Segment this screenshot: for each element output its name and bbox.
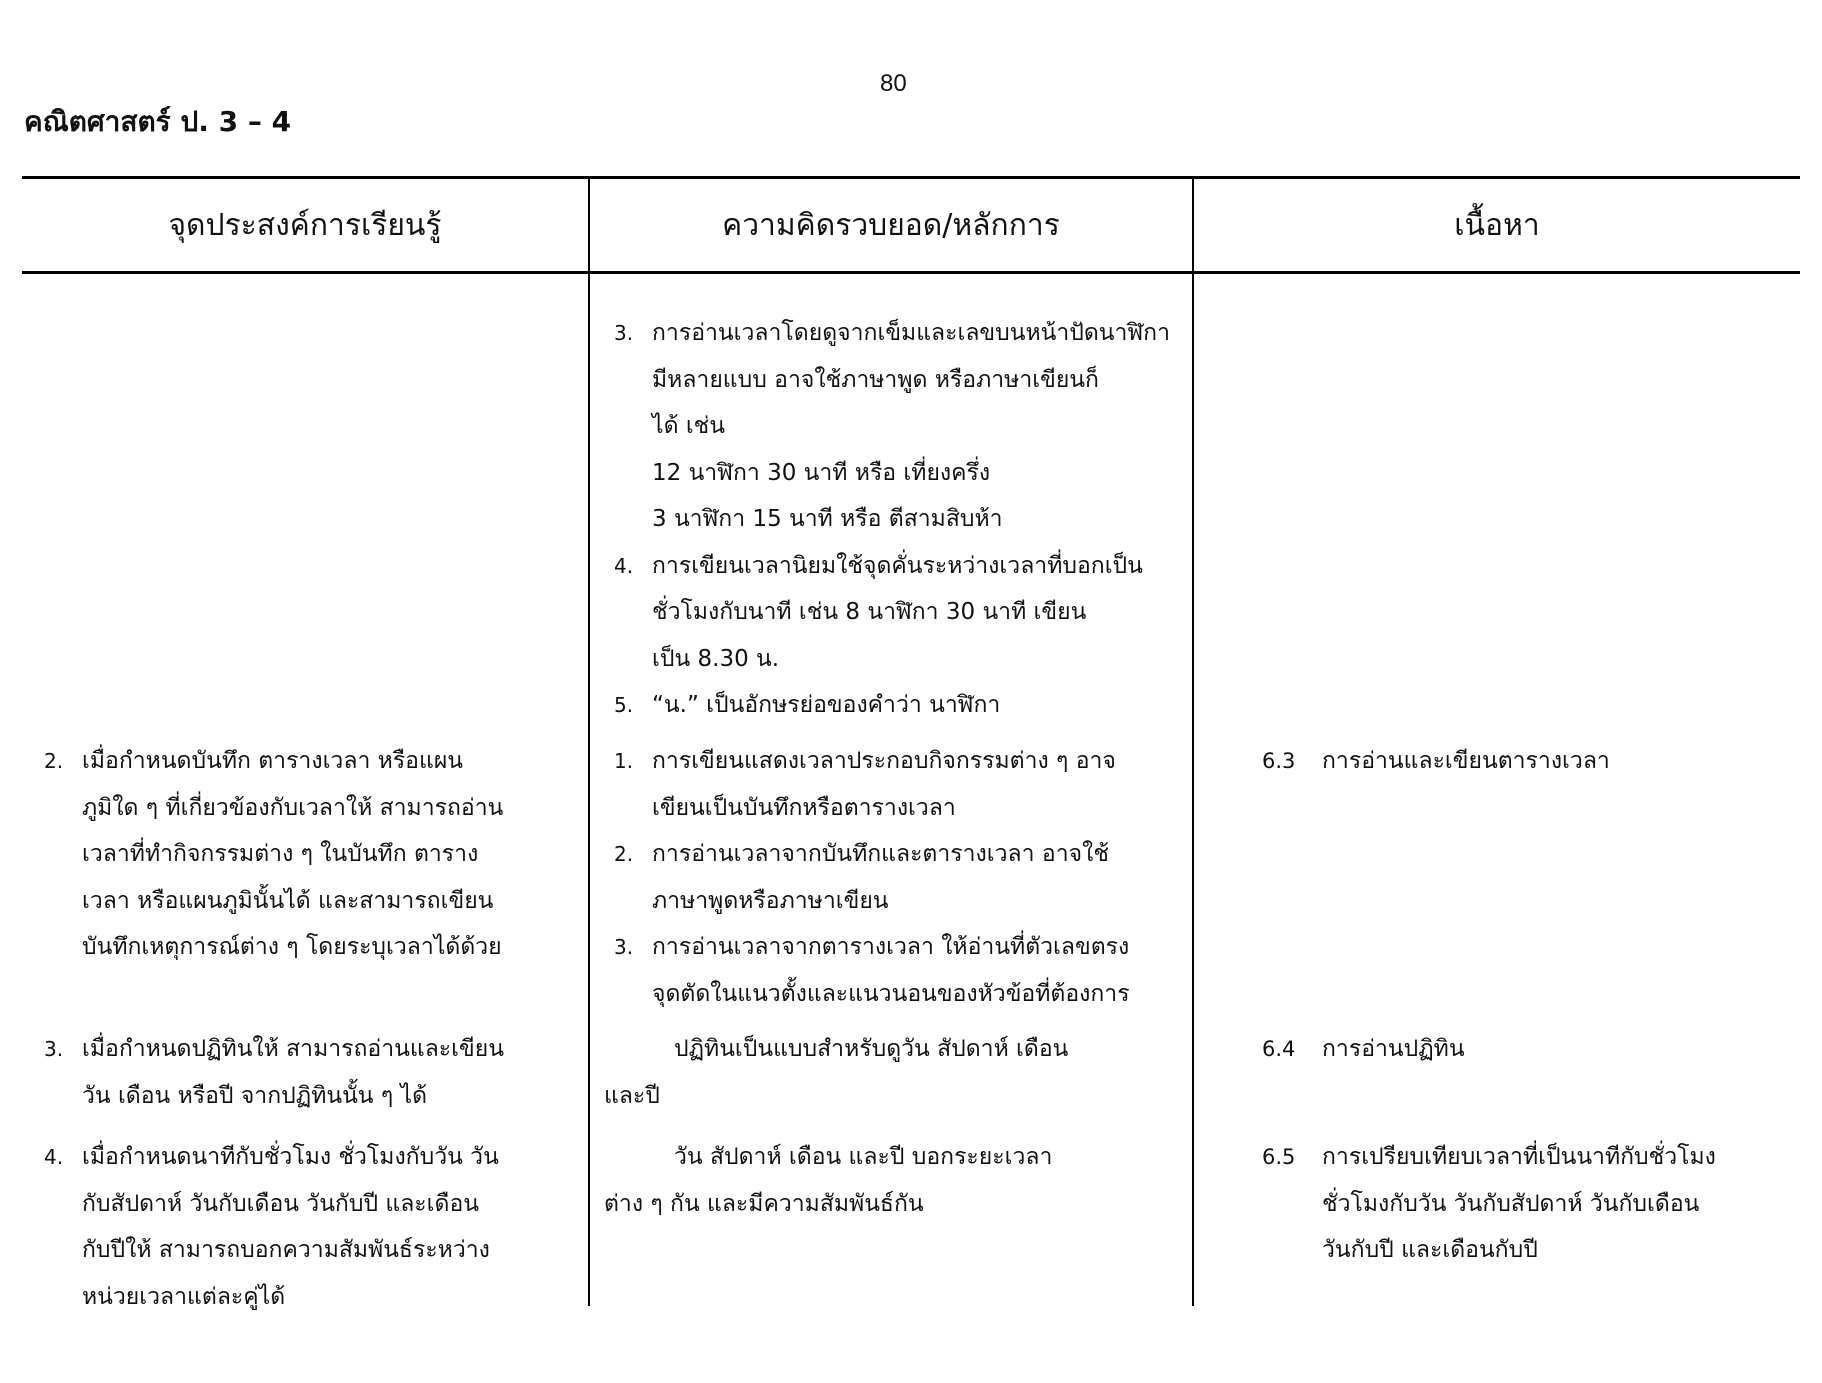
concept-line: ได้ เช่น (652, 413, 726, 439)
header-concepts: ความคิดรวบยอด/หลักการ (722, 207, 1060, 243)
concept-line: มีหลายแบบ อาจใช้ภาษาพูด หรือภาษาเขียนก็ (652, 366, 1099, 393)
content-number: 6.3 (1262, 749, 1296, 773)
concept-paragraph (604, 1026, 1170, 1119)
objective-line: บันทึกเหตุการณ์ต่าง ๆ โดยระบุเวลาได้ด้วย (82, 934, 502, 960)
content-line: การอ่านและเขียนตารางเวลา (1322, 748, 1610, 774)
objective-number: 3. (44, 1037, 64, 1061)
concept-line: และปี (604, 1082, 660, 1109)
column-divider-1 (588, 176, 590, 1306)
concept-line: การอ่านเวลาโดยดูจากเข็มและเลขบนหน้าปัดนาฬิกา (652, 320, 1171, 346)
concept-line: จุดตัดในแนวตั้งและแนวนอนของหัวข้อที่ต้องการ (652, 980, 1130, 1007)
concept-paragraph (604, 1134, 1170, 1227)
content-item-6-5 (1262, 1134, 1782, 1274)
concept-item-4 (600, 543, 1170, 683)
content-item-6-3 (1262, 738, 1782, 785)
content-number: 6.4 (1262, 1037, 1296, 1061)
concept-item-number: 5. (614, 693, 634, 717)
concept-line: ปฏิทินเป็นแบบสำหรับดูวัน สัปดาห์ เดือน (674, 1036, 1069, 1062)
objective-item (30, 1134, 560, 1320)
objective-2 (30, 738, 560, 971)
concepts-row-3 (604, 1026, 1170, 1119)
objective-line: วัน เดือน หรือปี จากปฏิทินนั้น ๆ ได้ (82, 1082, 427, 1109)
concept-line: ชั่วโมงกับนาที เช่น 8 นาฬิกา 30 นาที เขียน (652, 599, 1087, 625)
concept-item-2 (600, 831, 1170, 924)
objective-4 (30, 1134, 560, 1320)
concept-line: “น.” เป็นอักษรย่อของคำว่า นาฬิกา (652, 692, 1001, 718)
objective-line: เมื่อกำหนดบันทึก ตารางเวลา หรือแผน (82, 748, 464, 774)
concepts-row-4 (604, 1134, 1170, 1227)
objective-3 (30, 1026, 560, 1119)
concepts-row-2 (600, 738, 1170, 1017)
content-row-4 (1262, 1134, 1782, 1274)
concept-line: ต่าง ๆ กัน และมีความสัมพันธ์กัน (604, 1190, 924, 1217)
objective-item (30, 1026, 560, 1119)
concept-item-1 (600, 738, 1170, 831)
content-line: การเปรียบเทียบเวลาที่เป็นนาทีกับชั่วโมง (1322, 1144, 1716, 1170)
content-number: 6.5 (1262, 1145, 1296, 1169)
objective-line: กับปีให้ สามารถบอกความสัมพันธ์ระหว่าง (82, 1237, 490, 1263)
objective-number: 2. (44, 749, 64, 773)
objective-line: หน่วยเวลาแต่ละคู่ได้ (82, 1283, 286, 1310)
concepts-top (600, 310, 1170, 729)
concept-line: การเขียนเวลานิยมใช้จุดคั่นระหว่างเวลาที่บอกเป็น (652, 552, 1143, 579)
content-row-2 (1262, 738, 1782, 785)
concept-line: การเขียนแสดงเวลาประกอบกิจกรรมต่าง ๆ อาจ (652, 748, 1116, 774)
concept-item-number: 3. (614, 321, 634, 345)
concept-item-5 (600, 682, 1170, 729)
concept-item-3b (600, 924, 1170, 1017)
concept-line: 12 นาฬิกา 30 นาที หรือ เที่ยงครึ่ง (652, 459, 991, 486)
content-item-6-4 (1262, 1026, 1782, 1073)
course-title: คณิตศาสตร์ ป. 3 – 4 (24, 105, 292, 138)
concept-line: ภาษาพูดหรือภาษาเขียน (652, 887, 889, 914)
concept-line: วัน สัปดาห์ เดือน และปี บอกระยะเวลา (674, 1144, 1053, 1170)
objective-item (30, 738, 560, 971)
objective-line: กับสัปดาห์ วันกับเดือน วันกับปี และเดือน (82, 1190, 479, 1217)
concept-line: เขียนเป็นบันทึกหรือตารางเวลา (652, 794, 956, 821)
column-divider-2 (1192, 176, 1194, 1306)
concept-line: 3 นาฬิกา 15 นาที หรือ ตีสามสิบห้า (652, 506, 1003, 532)
objective-number: 4. (44, 1145, 64, 1169)
objective-line: เมื่อกำหนดนาทีกับชั่วโมง ชั่วโมงกับวัน วัน (82, 1144, 499, 1170)
objective-line: เมื่อกำหนดปฏิทินให้ สามารถอ่านและเขียน (82, 1036, 504, 1062)
concept-item-number: 2. (614, 842, 634, 866)
header-objectives: จุดประสงค์การเรียนรู้ (168, 207, 442, 243)
concept-item-3 (600, 310, 1170, 543)
concept-line: การอ่านเวลาจากบันทึกและตารางเวลา อาจใช้ (652, 841, 1109, 867)
concept-item-number: 4. (614, 553, 634, 578)
header-content: เนื้อหา (1454, 207, 1540, 243)
objective-line: เวลาที่ทำกิจกรรมต่าง ๆ ในบันทึก ตาราง (82, 841, 479, 867)
concept-line: เป็น 8.30 น. (652, 645, 780, 672)
content-line: ชั่วโมงกับวัน วันกับสัปดาห์ วันกับเดือน (1322, 1190, 1700, 1217)
content-row-3 (1262, 1026, 1782, 1073)
concept-line: การอ่านเวลาจากตารางเวลา ให้อ่านที่ตัวเลขตรง (652, 934, 1130, 960)
content-line: การอ่านปฏิทิน (1322, 1036, 1465, 1062)
content-line: วันกับปี และเดือนกับปี (1322, 1237, 1538, 1263)
page-number: 80 (880, 70, 907, 97)
concept-item-number: 3. (614, 935, 634, 959)
concept-item-number: 1. (614, 749, 634, 773)
objective-line: ภูมิใด ๆ ที่เกี่ยวข้องกับเวลาให้ สามารถอ่าน (82, 794, 504, 821)
objective-line: เวลา หรือแผนภูมินั้นได้ และสามารถเขียน (82, 887, 494, 914)
